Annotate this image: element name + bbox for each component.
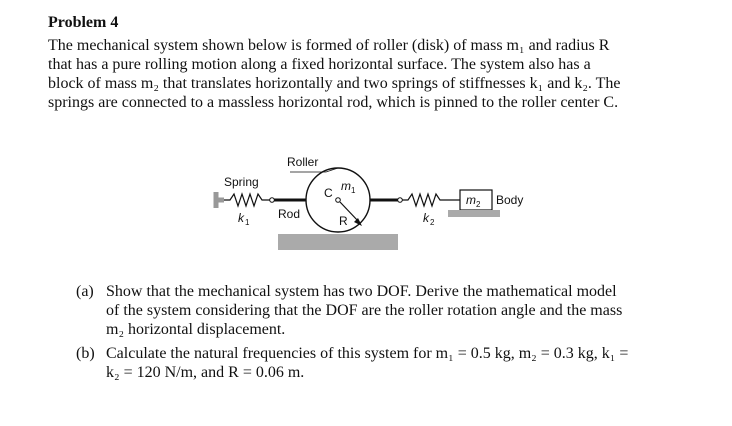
radius-label: R	[339, 214, 348, 228]
joint-rod-k2	[398, 198, 403, 203]
ground-surface	[278, 234, 398, 250]
k1-subscript: 1	[245, 218, 250, 227]
mass1-label: m	[341, 179, 351, 193]
rod-label: Rod	[278, 207, 301, 221]
mass2-subscript: 2	[476, 200, 481, 209]
intro-line: that has a pure rolling motion along a fixed horizontal surface. The system also has a	[48, 56, 591, 73]
question-text	[106, 282, 716, 339]
spring-label: Spring	[224, 175, 259, 189]
center-label: C	[324, 186, 333, 200]
problem-description	[48, 36, 720, 112]
question-label: (a)	[76, 283, 94, 300]
question-line: Show that the mechanical system has two DOF. Derive the mathematical model	[106, 283, 617, 300]
spring-k2	[402, 194, 460, 206]
roller-center-pin	[336, 198, 341, 203]
intro-line: springs are connected to a massless horizontal rod, which is pinned to the roller center C.	[48, 94, 619, 111]
question-line: m₂ horizontal displacement.	[106, 321, 286, 338]
mass1-subscript: 1	[351, 186, 356, 195]
question-text	[106, 344, 716, 382]
question-b	[76, 344, 716, 382]
mass2-label: m	[466, 193, 476, 207]
question-line: Calculate the natural frequencies of this system for m₁ = 0.5 kg, m₂ = 0.3 kg, k₁ =	[106, 345, 629, 362]
question-a	[76, 282, 716, 339]
joint-k1-rod	[270, 198, 275, 203]
question-line: k₂ = 120 N/m, and R = 0.06 m.	[106, 364, 305, 381]
body-ground	[448, 210, 500, 217]
intro-line: block of mass m₂ that translates horizontally and two springs of stiffnesses k₁ and k₂. The	[48, 75, 621, 92]
problem-title: Problem 4	[48, 14, 119, 31]
mechanical-system-figure	[190, 148, 550, 264]
left-wall-support	[216, 192, 224, 208]
intro-line: The mechanical system shown below is formed of roller (disk) of mass m₁ and radius R	[48, 37, 610, 54]
k2-subscript: 2	[430, 218, 435, 227]
question-label: (b)	[76, 345, 95, 362]
spring-k1	[224, 194, 270, 206]
body-label: Body	[496, 193, 524, 207]
roller-label: Roller	[287, 155, 319, 169]
k1-label: k	[238, 211, 244, 225]
question-line: of the system considering that the DOF are the roller rotation angle and the mass	[106, 302, 623, 319]
k2-label: k	[423, 211, 429, 225]
